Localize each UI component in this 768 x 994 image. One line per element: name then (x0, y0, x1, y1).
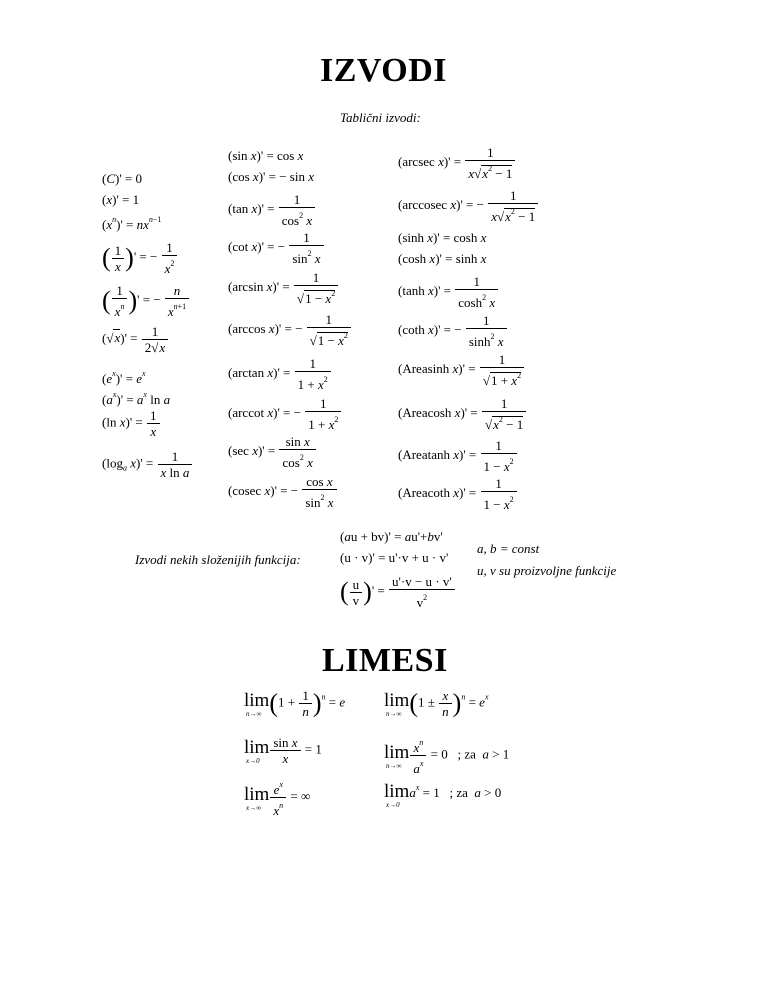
formula-a-exp: $(a^x)' = a^x$ ln a (102, 390, 171, 407)
formula-cosec: (cosec x)' = − $\frac{\text{cos x}}{\sin^2 x}$ (228, 474, 338, 510)
formula-sin: (sin x)' = cos x (228, 148, 304, 163)
limit-power-exp: lim n→∞ $\frac{x^n}{a^x}$ = 0 ; za a > 1 (384, 738, 510, 776)
formula-power: $(x^n)' = nx^{n-1}$ (102, 215, 162, 232)
limit-e-x: lim n→∞ (1 ± $\frac{x}{n}$ )$^n = e^x$ (384, 688, 489, 719)
formula-arcsin: (arcsin x)' = $\frac{1}{√1 - x^2}$ (228, 270, 339, 306)
formula-exp: $(e^x)' = e^x$ (102, 369, 146, 386)
formula-sqrt: (√x)' = $\frac{1}{2√x}$ (102, 324, 169, 355)
formula-ln: (ln x)' = $\frac{1}{x}$ (102, 408, 161, 439)
rule-product: (u · v)' = u'·v + u · v' (340, 550, 449, 565)
page-subtitle: Tablični izvodi: (340, 110, 421, 125)
formula-reciprocal: ( $\frac{1}{x}$ )' = − $\frac{1}{x^2}$ (102, 240, 178, 276)
formula-areacoth: (Areacoth x)' = $\frac{1}{1 - x^2}$ (398, 476, 518, 512)
rule-linearity: (au + bv)' = au'+bv' (340, 529, 443, 544)
formula-reciprocal-power: ( $\frac{1}{x^n}$ )' = − $\frac{n}{x^{n+1}}$ (102, 283, 190, 319)
formula-arccos: (arccos x)' = − $\frac{1}{√1 - x^2}$ (228, 312, 352, 348)
formula-cot: (cot x)' = − $\frac{1}{\sin^2 x}$ (228, 230, 325, 266)
formula-arccosec: (arccosec x)' = − $\frac{1}{x√x^2 - 1}$ (398, 188, 539, 224)
formula-sinh: (sinh x)' = cosh x (398, 230, 487, 245)
note-functions: u, v su proizvoljne funkcije (477, 563, 617, 578)
formula-constant: (C)' = 0 (102, 171, 143, 186)
formula-arcsec: (arcsec x)' = $\frac{1}{x√x^2 - 1}$ (398, 145, 516, 181)
limits-title: LIMESI (322, 642, 448, 679)
formula-areasinh: (Areasinh x)' = $\frac{1}{√1 + x^2}$ (398, 352, 525, 388)
formula-tan: (tan x)' = $\frac{1}{\cos^2 x}$ (228, 192, 316, 228)
formula-log: ($\log_a$ x)' = $\frac{1}{\text{x ln a}}$ (102, 449, 193, 480)
page-title: IZVODI (320, 52, 448, 89)
note-constants: a, b = const (477, 541, 540, 556)
complex-label: Izvodi nekih složenijih funkcija: (135, 552, 301, 567)
formula-areacosh: (Areacosh x)' = $\frac{1}{√x^2 - 1}$ (398, 396, 527, 432)
formula-arctan: (arctan x)' = $\frac{1}{1 + x^2}$ (228, 356, 332, 392)
limit-a-x: lim x→0 $a^x = 1$ ; za a > 0 (384, 781, 502, 809)
formula-cos: (cos x)' = − sin x (228, 169, 314, 184)
formula-tanh: (tanh x)' = $\frac{1}{\cosh^2 x}$ (398, 274, 499, 310)
rule-quotient: ( $\frac{u}{v}$ )' = $\frac{u'\cdot v - u \cdot v'}{v^2}$ (340, 574, 456, 610)
formula-cosh: (cosh x)' = sinh x (398, 251, 487, 266)
limit-sinx: lim x→0 $\frac{\text{sin x}}{x}$ = 1 (244, 735, 322, 766)
formula-sec: (sec x)' = $\frac{\text{sin x}}{\cos^2 x}$ (228, 434, 317, 470)
limit-exp-power: lim x→∞ $\frac{e^x}{x^n}$ = ∞ (244, 780, 311, 818)
formula-arccot: (arccot x)' = − $\frac{1}{1 + x^2}$ (228, 396, 342, 432)
formula-identity: (x)' = 1 (102, 192, 140, 207)
limit-e: lim n→∞ (1 + $\frac{1}{n}$ )$^n$ = e (244, 688, 346, 719)
formula-areatanh: (Areatanh x)' = $\frac{1}{1 - x^2}$ (398, 438, 518, 474)
formula-coth: (coth x)' = − $\frac{1}{\sinh^2 x}$ (398, 313, 508, 349)
